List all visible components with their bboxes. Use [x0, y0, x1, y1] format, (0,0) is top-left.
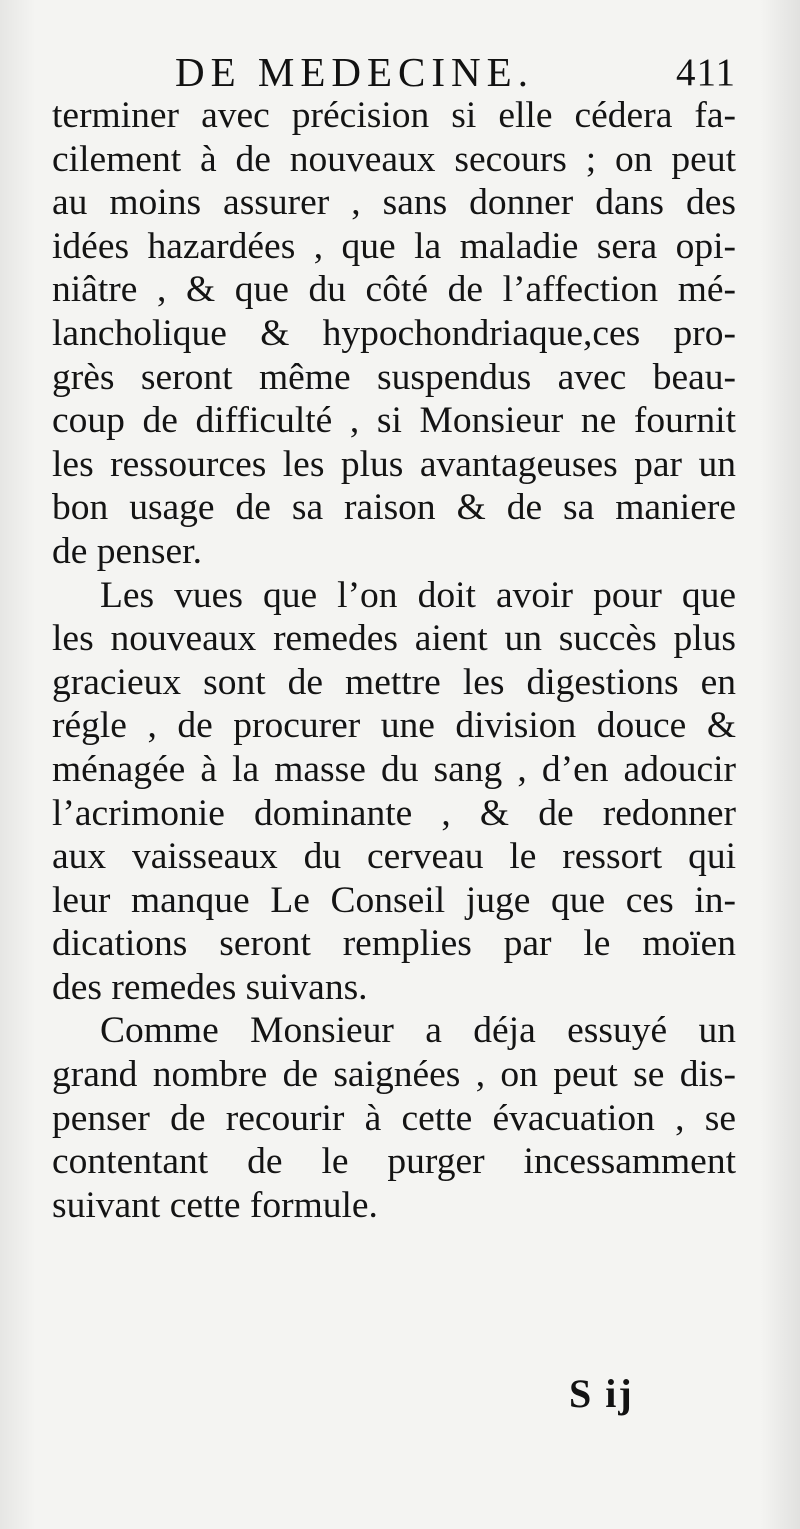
- paragraph-3: [52, 1009, 736, 1227]
- paragraph-1: [52, 94, 736, 574]
- text-line: de penser.: [52, 530, 202, 572]
- text-line: bon usage de sa raison & de sa maniere: [52, 487, 736, 529]
- text-line: gracieux sont de mettre les digestions en: [52, 661, 736, 703]
- text-line: suivant cette formule.: [52, 1184, 378, 1226]
- text-line: idées hazardées , que la maladie sera opi-: [52, 225, 736, 267]
- text-line: les nouveaux remedes aient un succès plus: [52, 618, 736, 660]
- running-title: DE MEDECINE.: [175, 49, 534, 95]
- text-line: Les vues que l’on doit avoir pour que: [100, 574, 736, 616]
- text-line: au moins assurer , sans donner dans des: [52, 182, 736, 224]
- text-line: ménagée à la masse du sang , d’en adoucir: [52, 748, 736, 790]
- text-line: lancholique & hypochondriaque,ces pro-: [52, 312, 736, 354]
- signature-mark: S ij: [569, 1371, 634, 1416]
- text-line: aux vaisseaux du cerveau le ressort qui: [52, 836, 736, 878]
- paragraph-2: [52, 574, 736, 1010]
- text-line: cilement à de nouveaux secours ; on peut: [52, 138, 736, 180]
- text-line: coup de difficulté , si Monsieur ne fournit: [52, 400, 736, 442]
- text-line: leur manque Le Conseil juge que ces in-: [52, 879, 736, 921]
- text-line: grès seront même suspendus avec beau-: [52, 356, 736, 398]
- text-line: des remedes suivans.: [52, 966, 368, 1008]
- text-line: grand nombre de saignées , on peut se dis-: [52, 1054, 736, 1096]
- text-line: terminer avec précision si elle cédera fa-: [52, 95, 736, 136]
- text-line: niâtre , & que du côté de l’affection mé-: [52, 269, 736, 311]
- text-line: l’acrimonie dominante , & de redonner: [52, 792, 736, 834]
- text-line: les ressources les plus avantageuses par un: [52, 443, 736, 485]
- page-number: 411: [675, 51, 736, 94]
- body-text: [52, 94, 736, 1227]
- text-line: dications seront remplies par le moïen: [52, 923, 736, 965]
- text-line: régle , de procurer une division douce &: [52, 705, 736, 747]
- text-line: contentant de le purger incessamment: [52, 1141, 736, 1183]
- text-line: penser de recourir à cette évacuation , se: [52, 1097, 736, 1139]
- text-line: Comme Monsieur a déja essuyé un: [100, 1010, 736, 1052]
- show-through-texture: [55, 1232, 745, 1352]
